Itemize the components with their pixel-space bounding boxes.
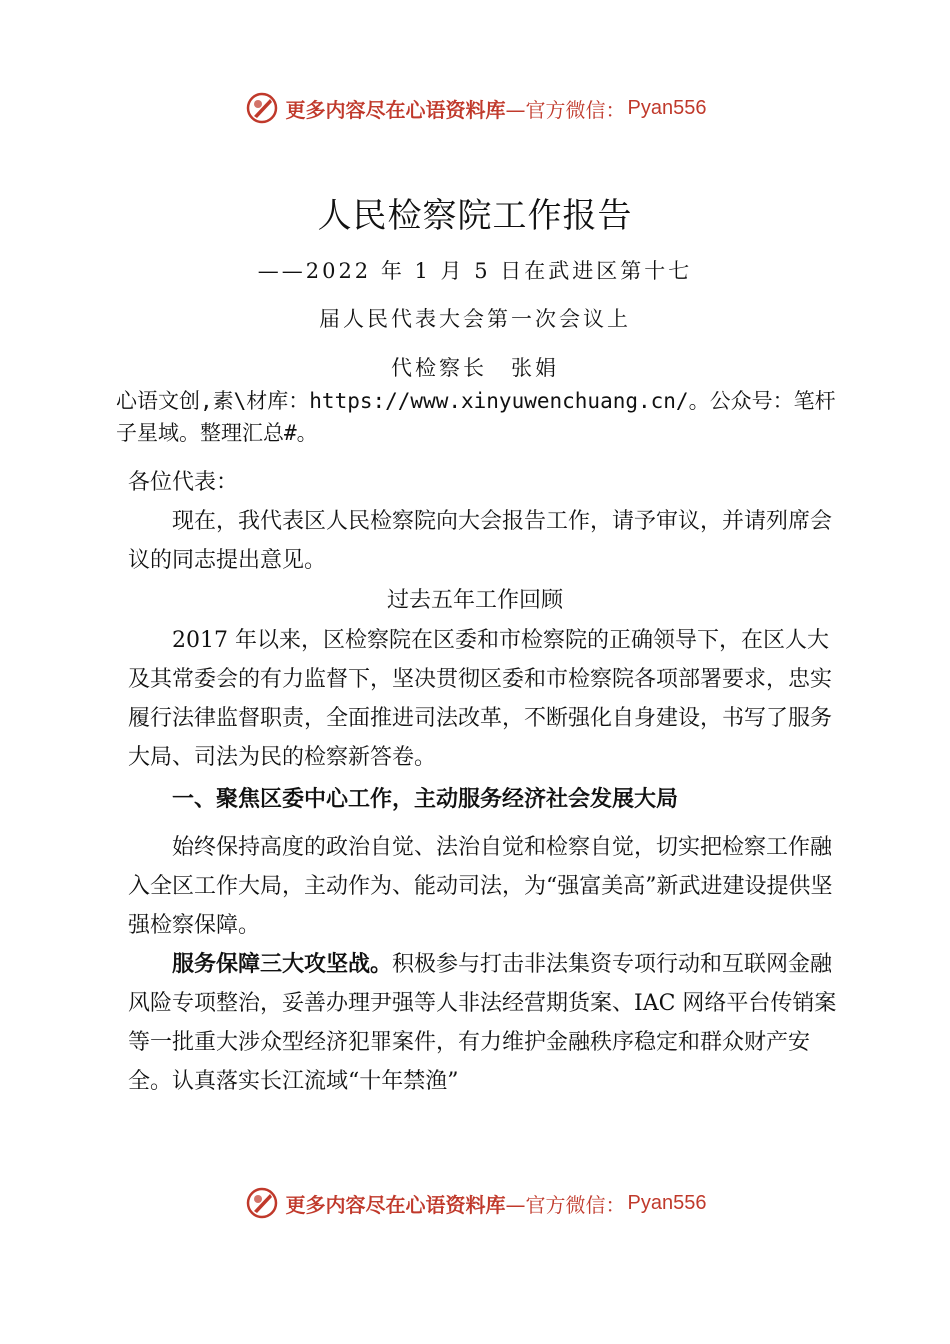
paragraph-review: 2017 年以来，区检察院在区委和市检察院的正确领导下，在区人大及其常委会的有力监督下，坚决贯彻区委和市检察院各项部署要求，忠实履行法律监督职责，全面推进司法改革，不断强化自身建设，书写了服务大局、司法为民的检察新答卷。 bbox=[128, 628, 833, 770]
document-title: 人民检察院工作报告 bbox=[317, 196, 633, 236]
paragraph-lead-bold: 服务保障三大攻坚战。 bbox=[172, 951, 393, 977]
subtitle-line-1: ——2022 年 1 月 5 日在武进区第十七 bbox=[257, 259, 693, 283]
paragraph-rest: 积极参与打击非法集资专项行动和互联网金融风险专项整治，妥善办理尹强等人非法经营期货案、IAC 网络平台传销案等一批重大涉众型经济犯罪案件，有力维护金融秩序稳定和群众财产安全。认真落实长江流域“十年禁渔” bbox=[128, 952, 837, 1094]
heading-one: 一、聚焦区委中心工作，主动服务经济社会发展大局 bbox=[172, 787, 679, 812]
subtitle-line-2: 届人民代表大会第一次会议上 bbox=[319, 307, 631, 331]
banner-wechat-label: —官方微信： bbox=[505, 1192, 626, 1217]
greeting: 各位代表： bbox=[128, 470, 239, 495]
source-notice: 心语文创,素\材库：https://www.xinyuwenchuang.cn/。公众号：笔杆子星域。整理汇总#。 bbox=[116, 389, 836, 445]
subtitle-author: 代检察长 张娟 bbox=[391, 356, 559, 380]
paragraph-intro: 现在，我代表区人民检察院向大会报告工作，请予审议，并请列席会议的同志提出意见。 bbox=[128, 509, 833, 573]
section-title: 过去五年工作回顾 bbox=[386, 588, 563, 613]
header-banner bbox=[0, 88, 950, 128]
paragraph-three-battles bbox=[128, 945, 838, 1101]
banner-wechat-id: Pyan556 bbox=[627, 96, 707, 119]
paragraph-political: 始终保持高度的政治自觉、法治自觉和检察自觉，切实把检察工作融入全区工作大局，主动作为、能动司法，为“强富美高”新武进建设提供坚强检察保障。 bbox=[128, 835, 833, 938]
quill-seal-icon bbox=[244, 90, 280, 126]
banner-text: 更多内容尽在心语资料库 bbox=[285, 97, 506, 122]
quill-seal-icon bbox=[244, 1185, 280, 1221]
banner-wechat-label: —官方微信： bbox=[505, 97, 626, 122]
footer-banner bbox=[0, 1183, 950, 1223]
banner-text: 更多内容尽在心语资料库 bbox=[285, 1192, 506, 1217]
banner-wechat-id: Pyan556 bbox=[627, 1191, 707, 1214]
